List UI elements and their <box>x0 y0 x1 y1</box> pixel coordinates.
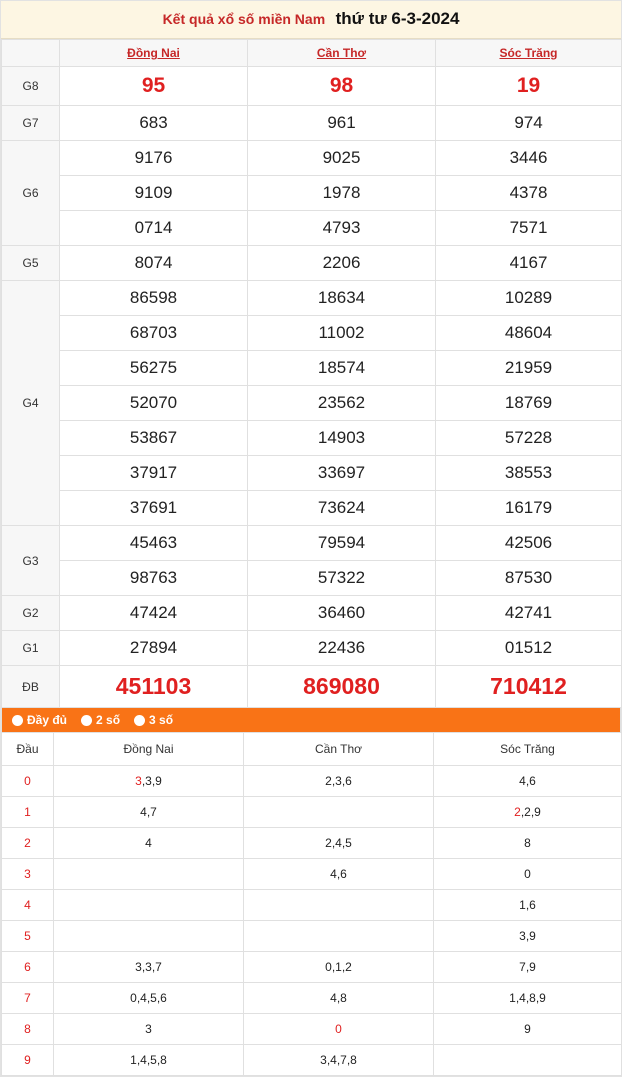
filter-option-label: 3 số <box>149 713 174 727</box>
results-row <box>2 281 622 316</box>
results-table-body <box>2 67 622 708</box>
head-tail-values <box>244 921 434 952</box>
prize-number: 4167 <box>436 246 622 281</box>
prize-number: 79594 <box>248 526 436 561</box>
prize-number: 451103 <box>60 666 248 708</box>
prize-number: 16179 <box>436 491 622 526</box>
tail-value: 0,4,5,6 <box>130 991 167 1005</box>
prize-number: 19 <box>436 67 622 106</box>
prize-number: 23562 <box>248 386 436 421</box>
highlighted-tail: 3 <box>135 774 142 788</box>
head-digit: 5 <box>2 921 54 952</box>
results-row <box>2 491 622 526</box>
results-row <box>2 141 622 176</box>
head-tail-values <box>434 828 622 859</box>
prize-number: 45463 <box>60 526 248 561</box>
tail-value: 8 <box>524 836 531 850</box>
head-tail-values <box>434 921 622 952</box>
head-tail-values <box>244 859 434 890</box>
filter-option-1[interactable] <box>81 713 120 727</box>
prize-number: 53867 <box>60 421 248 456</box>
results-row <box>2 421 622 456</box>
head-tail-values <box>434 890 622 921</box>
tail-value: 0,1,2 <box>325 960 352 974</box>
prize-label-đb: ĐB <box>2 666 60 708</box>
filter-option-2[interactable] <box>134 713 173 727</box>
prize-number: 1978 <box>248 176 436 211</box>
heads-row <box>2 921 622 952</box>
highlighted-tail: 2 <box>514 805 521 819</box>
prize-number: 98 <box>248 67 436 106</box>
head-tail-values <box>434 952 622 983</box>
heads-row <box>2 952 622 983</box>
prize-label-g5: G5 <box>2 246 60 281</box>
prize-label-g1: G1 <box>2 631 60 666</box>
result-date: thứ tư 6-3-2024 <box>335 9 460 28</box>
heads-table <box>1 732 622 1076</box>
tail-value: 3 <box>145 1022 152 1036</box>
head-tail-values <box>54 890 244 921</box>
prize-number: 57228 <box>436 421 622 456</box>
prize-number: 42741 <box>436 596 622 631</box>
filter-option-label: Đầy đủ <box>27 713 68 727</box>
tail-value: 4,6 <box>330 867 347 881</box>
head-digit: 1 <box>2 797 54 828</box>
prize-number: 14903 <box>248 421 436 456</box>
prize-number: 57322 <box>248 561 436 596</box>
prize-number: 52070 <box>60 386 248 421</box>
heads-header-3: Sóc Trăng <box>434 733 622 766</box>
prize-number: 4378 <box>436 176 622 211</box>
head-digit: 0 <box>2 766 54 797</box>
head-tail-values <box>244 1014 434 1045</box>
results-row <box>2 631 622 666</box>
heads-header-1: Đồng Nai <box>54 733 244 766</box>
prize-number: 01512 <box>436 631 622 666</box>
display-mode-filter-bar <box>1 708 621 732</box>
prize-label-g3: G3 <box>2 526 60 596</box>
tail-value: 4 <box>145 836 152 850</box>
prize-label-g4: G4 <box>2 281 60 526</box>
radio-icon[interactable] <box>12 715 23 726</box>
province-header-2[interactable]: Sóc Trăng <box>436 40 622 67</box>
tail-value: ,3,9 <box>141 774 162 788</box>
province-header-0[interactable]: Đồng Nai <box>60 40 248 67</box>
head-tail-values <box>434 1045 622 1076</box>
head-digit: 8 <box>2 1014 54 1045</box>
head-tail-values <box>244 890 434 921</box>
heads-header-0: Đầu <box>2 733 54 766</box>
filter-option-label: 2 số <box>96 713 121 727</box>
tail-value: 7,9 <box>519 960 536 974</box>
heads-row <box>2 1014 622 1045</box>
prize-number: 4793 <box>248 211 436 246</box>
highlighted-tail: 0 <box>335 1022 342 1036</box>
head-tail-values <box>54 983 244 1014</box>
head-tail-values <box>244 952 434 983</box>
prize-number: 3446 <box>436 141 622 176</box>
head-tail-values <box>434 983 622 1014</box>
prize-number: 33697 <box>248 456 436 491</box>
heads-row <box>2 797 622 828</box>
head-tail-values <box>54 921 244 952</box>
prize-number: 974 <box>436 106 622 141</box>
head-tail-values <box>54 766 244 797</box>
results-row <box>2 176 622 211</box>
tail-value: 4,8 <box>330 991 347 1005</box>
heads-header-2: Cần Thơ <box>244 733 434 766</box>
head-tail-values <box>434 797 622 828</box>
tail-value: 3,4,7,8 <box>320 1053 357 1067</box>
head-tail-values <box>244 766 434 797</box>
results-table-head <box>2 40 622 67</box>
prize-number: 38553 <box>436 456 622 491</box>
head-tail-values <box>54 1045 244 1076</box>
radio-icon[interactable] <box>81 715 92 726</box>
tail-value: 1,4,5,8 <box>130 1053 167 1067</box>
prize-label-g6: G6 <box>2 141 60 246</box>
prize-number: 48604 <box>436 316 622 351</box>
prize-number: 42506 <box>436 526 622 561</box>
radio-icon[interactable] <box>134 715 145 726</box>
results-row <box>2 561 622 596</box>
prize-number: 18769 <box>436 386 622 421</box>
page-header <box>1 1 621 39</box>
prize-number: 869080 <box>248 666 436 708</box>
results-table <box>1 39 622 708</box>
head-tail-values <box>54 797 244 828</box>
prize-number: 710412 <box>436 666 622 708</box>
prize-number: 8074 <box>60 246 248 281</box>
prize-number: 36460 <box>248 596 436 631</box>
head-digit: 3 <box>2 859 54 890</box>
prize-number: 98763 <box>60 561 248 596</box>
results-row <box>2 666 622 708</box>
prize-number: 22436 <box>248 631 436 666</box>
head-digit: 6 <box>2 952 54 983</box>
province-header-1[interactable]: Cần Thơ <box>248 40 436 67</box>
tail-value: ,2,9 <box>520 805 541 819</box>
head-tail-values <box>434 859 622 890</box>
heads-table-body <box>2 766 622 1076</box>
tail-value: 0 <box>524 867 531 881</box>
heads-row <box>2 859 622 890</box>
tail-value: 3,3,7 <box>135 960 162 974</box>
heads-header-row <box>2 733 622 766</box>
prize-number: 10289 <box>436 281 622 316</box>
results-row <box>2 386 622 421</box>
heads-row <box>2 1045 622 1076</box>
heads-row <box>2 890 622 921</box>
prize-number: 37691 <box>60 491 248 526</box>
prize-number: 0714 <box>60 211 248 246</box>
tail-value: 2,4,5 <box>325 836 352 850</box>
results-row <box>2 316 622 351</box>
prize-column-header <box>2 40 60 67</box>
prize-number: 68703 <box>60 316 248 351</box>
prize-number: 47424 <box>60 596 248 631</box>
head-digit: 7 <box>2 983 54 1014</box>
prize-label-g8: G8 <box>2 67 60 106</box>
filter-option-0[interactable] <box>12 713 67 727</box>
prize-number: 73624 <box>248 491 436 526</box>
head-tail-values <box>244 797 434 828</box>
prize-label-g7: G7 <box>2 106 60 141</box>
heads-row <box>2 983 622 1014</box>
prize-number: 2206 <box>248 246 436 281</box>
heads-row <box>2 766 622 797</box>
prize-label-g2: G2 <box>2 596 60 631</box>
prize-number: 18574 <box>248 351 436 386</box>
tail-value: 1,4,8,9 <box>509 991 546 1005</box>
prize-number: 9109 <box>60 176 248 211</box>
prize-number: 37917 <box>60 456 248 491</box>
results-row <box>2 526 622 561</box>
results-row <box>2 456 622 491</box>
head-tail-values <box>54 828 244 859</box>
head-tail-values <box>244 1045 434 1076</box>
head-tail-values <box>244 983 434 1014</box>
heads-table-head <box>2 733 622 766</box>
prize-number: 9025 <box>248 141 436 176</box>
results-header-row <box>2 40 622 67</box>
results-row <box>2 106 622 141</box>
prize-number: 56275 <box>60 351 248 386</box>
results-row <box>2 67 622 106</box>
page-title: Kết quả xổ số miền Nam <box>162 11 326 27</box>
head-digit: 2 <box>2 828 54 859</box>
prize-number: 7571 <box>436 211 622 246</box>
tail-value: 2,3,6 <box>325 774 352 788</box>
results-row <box>2 211 622 246</box>
prize-number: 9176 <box>60 141 248 176</box>
results-row <box>2 596 622 631</box>
head-tail-values <box>54 952 244 983</box>
prize-number: 961 <box>248 106 436 141</box>
tail-value: 4,7 <box>140 805 157 819</box>
prize-number: 27894 <box>60 631 248 666</box>
prize-number: 18634 <box>248 281 436 316</box>
head-tail-values <box>54 859 244 890</box>
prize-number: 86598 <box>60 281 248 316</box>
tail-value: 4,6 <box>519 774 536 788</box>
prize-number: 11002 <box>248 316 436 351</box>
prize-number: 683 <box>60 106 248 141</box>
results-row <box>2 246 622 281</box>
tail-value: 1,6 <box>519 898 536 912</box>
head-digit: 4 <box>2 890 54 921</box>
head-tail-values <box>54 1014 244 1045</box>
tail-value: 3,9 <box>519 929 536 943</box>
head-digit: 9 <box>2 1045 54 1076</box>
prize-number: 21959 <box>436 351 622 386</box>
head-tail-values <box>244 828 434 859</box>
prize-number: 95 <box>60 67 248 106</box>
heads-row <box>2 828 622 859</box>
prize-number: 87530 <box>436 561 622 596</box>
tail-value: 9 <box>524 1022 531 1036</box>
head-tail-values <box>434 766 622 797</box>
results-row <box>2 351 622 386</box>
head-tail-values <box>434 1014 622 1045</box>
